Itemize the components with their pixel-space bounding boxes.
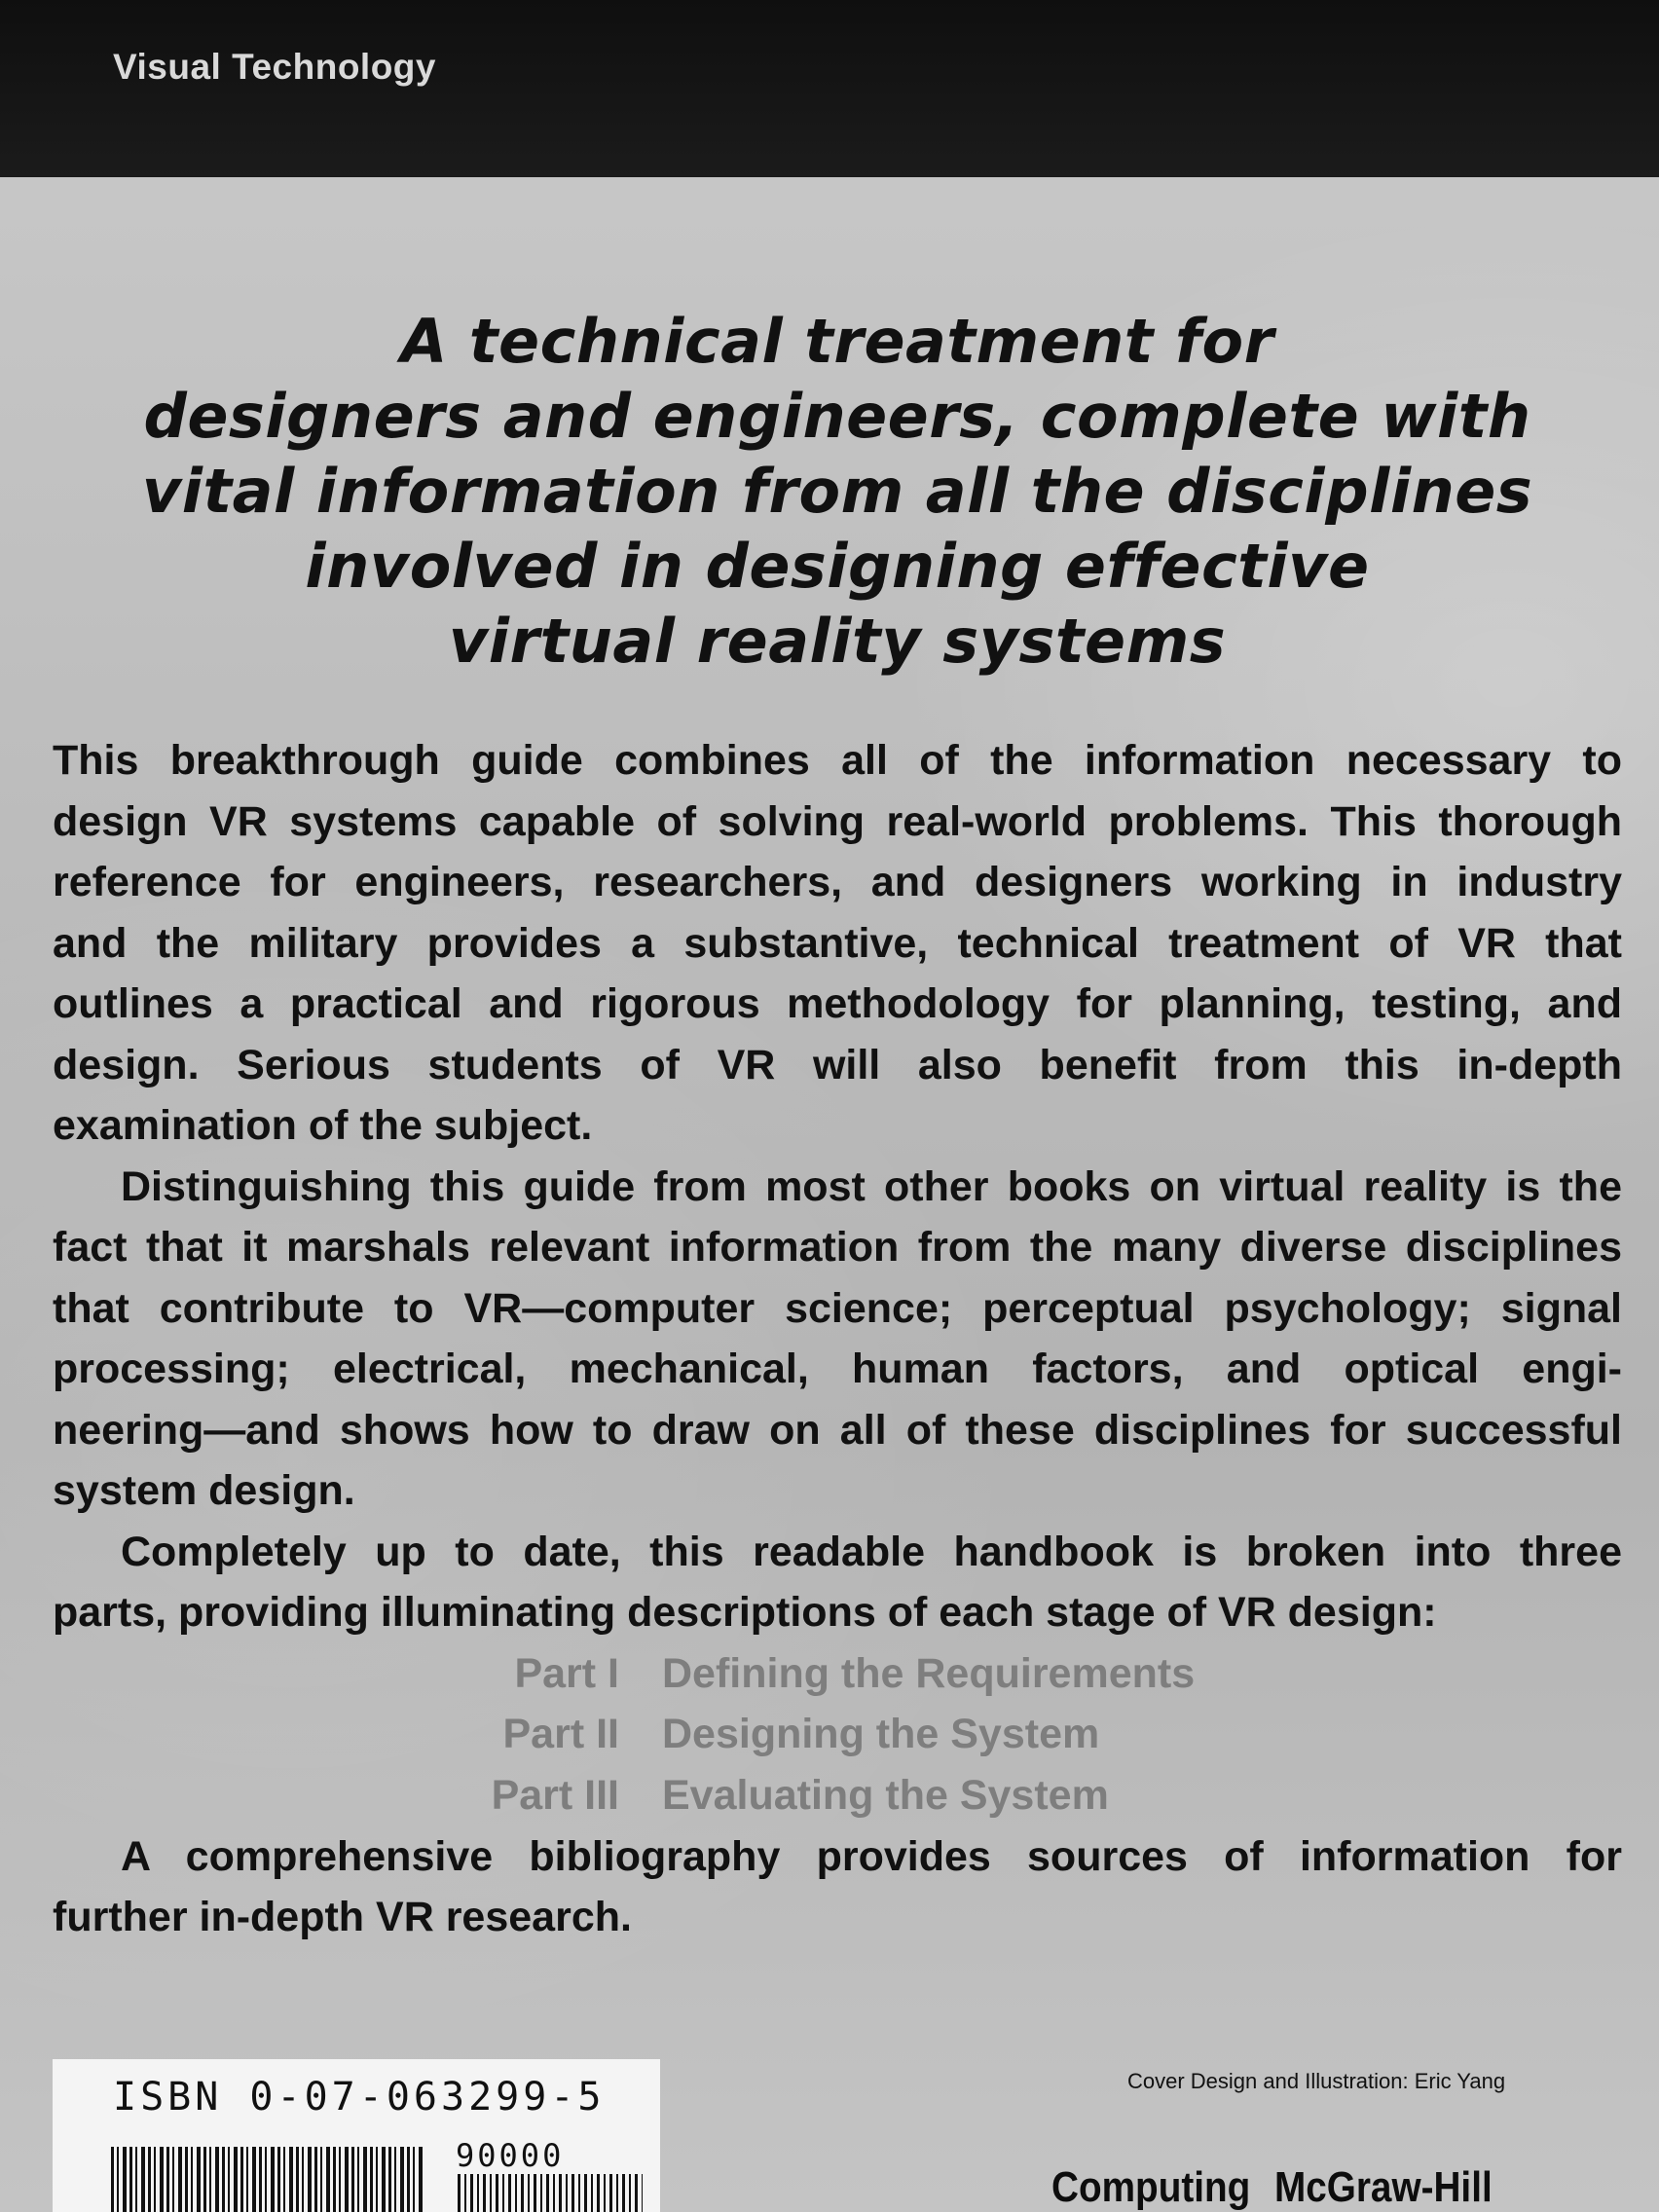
body-line: processing; electrical, mechanical, human factors, and optical engi- [53,1346,1622,1392]
addon-barcode-icon [458,2174,643,2212]
paragraph-intro [53,730,1622,1157]
body-line: and the military provides a substantive, technical treatment of VR that [53,919,1622,967]
paragraph-disciplines [53,1157,1622,1522]
body-line: that contribute to VR—computer science; perceptual psychology; signal [53,1284,1622,1332]
header-band [0,0,1659,177]
headline-line: involved in designing effective [305,531,1370,602]
isbn-barcode [53,2059,660,2212]
publisher-name: McGraw-Hill [1273,2163,1493,2211]
part-row [53,1704,1622,1765]
paragraph-bibliography [53,1826,1622,1948]
part-title: Defining the Requirements [662,1649,1196,1697]
headline-line: A technical treatment for [400,306,1274,377]
body-line: Distinguishing this guide from most other books on virtual reality is the [121,1162,1622,1210]
imprint-label: Computing [1051,2163,1251,2211]
body-line: further in-depth VR research. [53,1894,632,1940]
body-line: outlines a practical and rigorous methodology for planning, testing, and [53,980,1622,1027]
body-line: Completely up to date, this readable handbook is broken into three [121,1528,1622,1575]
body-line: parts, providing illuminating descriptions of each stage of VR design: [53,1589,1437,1636]
headline-line: designers and engineers, complete with [143,381,1531,452]
part-row [53,1765,1622,1826]
part-title: Designing the System [662,1711,1100,1757]
part-number: Part I [514,1649,619,1697]
cover-credit: Cover Design and Illustration: Eric Yang [1127,2069,1506,2093]
paragraph-parts-intro [53,1522,1622,1643]
headline [78,304,1597,679]
series-label: Visual Technology [113,47,436,87]
barcode-icon [111,2147,423,2212]
part-row [53,1643,1622,1705]
body-line: A comprehensive bibliography provides sources of information for [121,1832,1622,1880]
parts-list [53,1643,1622,1826]
body-line: fact that it marshals relevant information from the many diverse disciplines [53,1224,1622,1271]
body-line: design VR systems capable of solving real-world problems. This thorough [53,797,1622,845]
headline-line: vital information from all the disciplines [141,456,1533,527]
body-line: reference for engineers, researchers, and designers working in industry [53,859,1622,905]
body-line: This breakthrough guide combines all of the information necessary to [53,737,1622,784]
description-body [53,730,1622,1948]
price-code: 90000 [456,2137,565,2174]
part-number: Part II [502,1711,619,1757]
body-line: design. Serious students of VR will also benefit from this in-depth [53,1041,1622,1088]
part-title: Evaluating the System [662,1771,1109,1819]
headline-line: virtual reality systems [448,606,1227,677]
isbn-number: ISBN 0-07-063299-5 [113,2075,606,2120]
body-line: examination of the subject. [53,1102,593,1149]
publisher-logo [1051,2163,1493,2212]
body-line: neering—and shows how to draw on all of these disciplines for successful [53,1406,1622,1454]
body-line: system design. [53,1467,355,1514]
part-number: Part III [491,1771,619,1819]
